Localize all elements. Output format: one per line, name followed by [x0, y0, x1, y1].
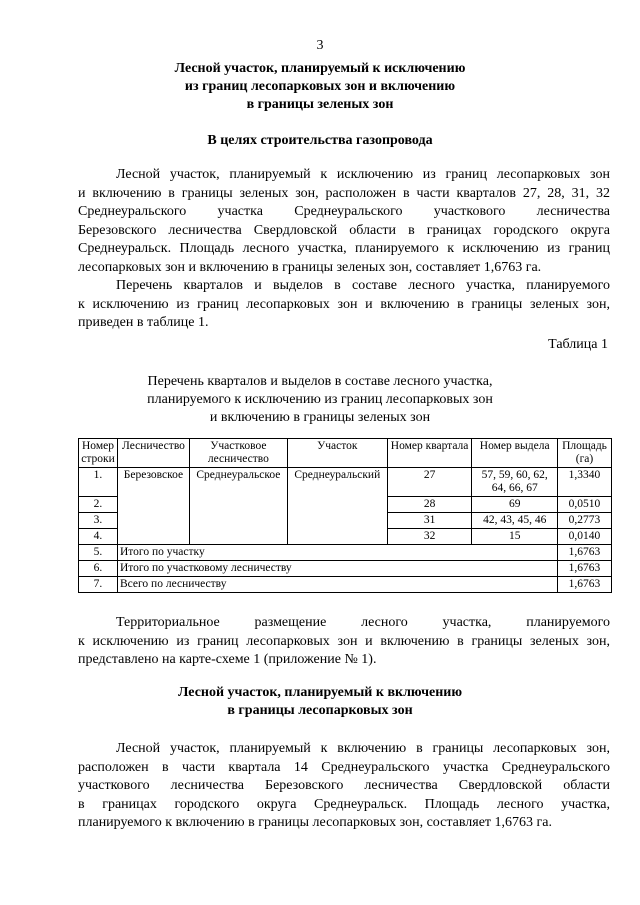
cell-quarter: 28	[387, 497, 472, 513]
cell-row-number: 4.	[79, 529, 118, 545]
text-line: лесопарковых зон и включению в границы зеленых зон, составляет 1,6763 га.	[78, 259, 542, 275]
cell-area: 0,0140	[557, 529, 611, 545]
text-line: Лесной участок, планируемый к включению в границы лесопарковых зон,	[116, 741, 610, 756]
paragraph-map-reference	[78, 614, 610, 670]
section2-title	[60, 684, 580, 720]
table-label: Таблица 1	[548, 337, 608, 352]
cell-forestry: Березовское	[117, 468, 189, 545]
header-quarter: Номер квартала	[387, 439, 472, 468]
cell-total-label: Всего по лесничеству	[117, 577, 557, 593]
cell-row-number: 5.	[79, 545, 118, 561]
table-row	[79, 468, 612, 497]
cell-area: 0,2773	[557, 513, 611, 529]
table-caption-line: планируемого к исключению из границ лесопарковых зон	[147, 392, 493, 407]
header-district-forestry: Участковое лесничество	[189, 439, 287, 468]
header-area: Площадь (га)	[557, 439, 611, 468]
text-line: Территориальное размещение лесного участка, планируемого	[116, 615, 610, 630]
text-line: в границах городского округа Среднеуральск. Площадь лесного участка,	[78, 796, 610, 812]
cell-row-number: 6.	[79, 561, 118, 577]
cell-row-number: 3.	[79, 513, 118, 529]
cell-area: 1,3340	[557, 468, 611, 497]
section2-paragraph	[78, 740, 610, 833]
cell-area: 1,6763	[557, 577, 611, 593]
section2-title-line: Лесной участок, планируемый к включению	[177, 685, 463, 700]
table-caption-line: и включению в границы зеленых зон	[209, 410, 431, 425]
text-line: планируемого к включению в границы лесопарковых зон, составляет 1,6763 га.	[78, 815, 552, 830]
header-parcel: Номер выдела	[472, 439, 558, 468]
text-line: расположен в части квартала 14 Среднеуральского участка Среднеуральского	[78, 759, 610, 775]
table-total-row	[79, 545, 612, 561]
cell-parcels: 57, 59, 60, 62, 64, 66, 67	[472, 468, 558, 497]
cell-total-label: Итого по участковому лесничеству	[117, 561, 557, 577]
section1-title-line: из границ лесопарковых зон и включению	[184, 79, 456, 94]
parcels-table	[78, 438, 612, 593]
text-line: и включению в границы зеленых зон, расположен в части кварталов 27, 28, 31, 32	[78, 185, 610, 201]
cell-row-number: 1.	[79, 468, 118, 497]
cell-quarter: 32	[387, 529, 472, 545]
table-total-row	[79, 561, 612, 577]
section2-title-line: в границы лесопарковых зон	[227, 703, 413, 718]
section1-paragraph-1	[78, 166, 610, 277]
section1-title	[60, 60, 580, 114]
cell-district-forestry: Среднеуральское	[189, 468, 287, 545]
text-line: к исключению из границ лесопарковых зон и включению в границы зеленых зон,	[78, 296, 610, 312]
cell-quarter: 27	[387, 468, 472, 497]
table-header-row	[79, 439, 612, 468]
header-plot: Участок	[287, 439, 387, 468]
text-line: представлено на карте-схеме 1 (приложение № 1).	[78, 652, 377, 667]
cell-quarter: 31	[387, 513, 472, 529]
text-line: Среднеуральского участка Среднеуральского участкового лесничества	[78, 204, 610, 219]
cell-parcels: 42, 43, 45, 46	[472, 513, 558, 529]
cell-area: 0,0510	[557, 497, 611, 513]
text-line: Лесной участок, планируемый к исключению из границ лесопарковых зон	[116, 167, 610, 182]
table-caption	[60, 373, 580, 427]
header-row-number: Номер строки	[79, 439, 118, 468]
text-line: приведен в таблице 1.	[78, 315, 209, 330]
page-number: 3	[316, 38, 324, 53]
cell-row-number: 2.	[79, 497, 118, 513]
section1-paragraph-2	[78, 277, 610, 333]
cell-row-number: 7.	[79, 577, 118, 593]
section1-title-line: в границы зеленых зон	[246, 97, 394, 112]
cell-area: 1,6763	[557, 545, 611, 561]
table-total-row	[79, 577, 612, 593]
cell-plot: Среднеуральский	[287, 468, 387, 545]
text-line: участкового лесничества Березовского лесничества Свердловской области	[78, 778, 610, 793]
table-caption-line: Перечень кварталов и выделов в составе лесного участка,	[147, 374, 493, 389]
text-line: Березовского лесничества Свердловской области в границах городского округа	[78, 222, 610, 238]
text-line: Перечень кварталов и выделов в составе лесного участка, планируемого	[116, 278, 610, 293]
cell-parcels: 15	[472, 529, 558, 545]
cell-total-label: Итого по участку	[117, 545, 557, 561]
text-line: к исключению из границ лесопарковых зон и включению в границы зеленых зон,	[78, 633, 610, 649]
cell-area: 1,6763	[557, 561, 611, 577]
text-line: Среднеуральск. Площадь лесного участка, планируемого к исключению из границ	[78, 241, 610, 256]
header-forestry: Лесничество	[117, 439, 189, 468]
section1-subtitle: В целях строительства газопровода	[207, 133, 433, 148]
cell-parcels: 69	[472, 497, 558, 513]
section1-title-line: Лесной участок, планируемый к исключению	[174, 61, 466, 76]
